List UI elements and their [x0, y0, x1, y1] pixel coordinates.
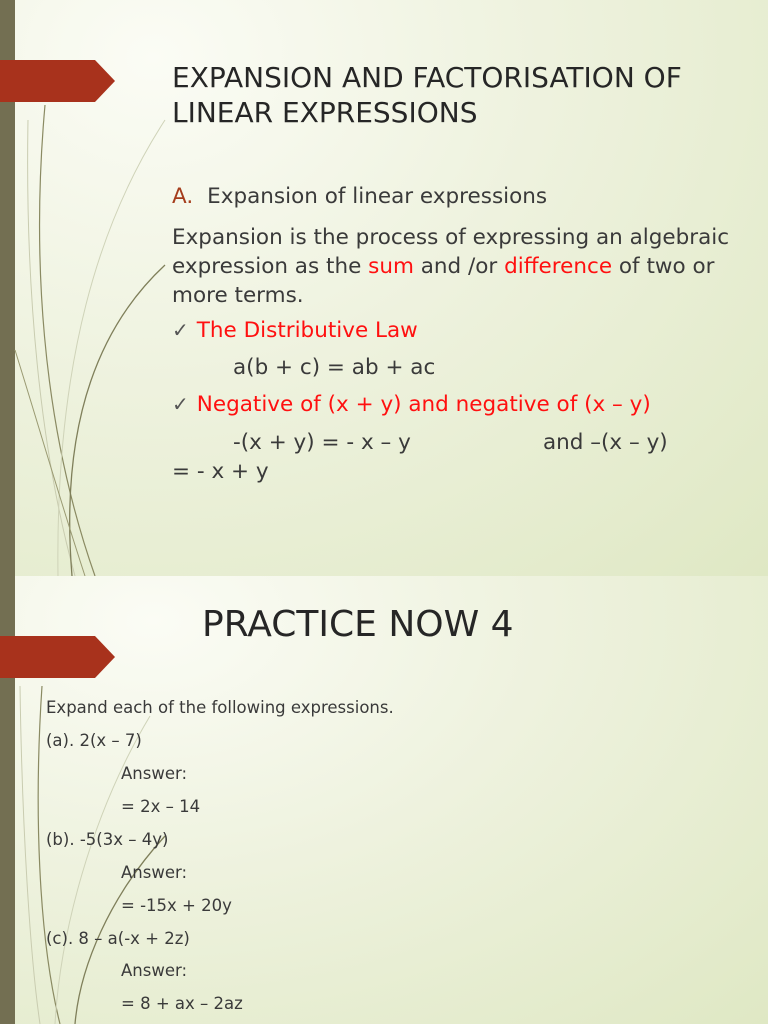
section-heading-text: Expansion of linear expressions [207, 184, 548, 209]
check-item-label: The Distributive Law [196, 318, 418, 343]
check-item-distributive [172, 318, 418, 343]
answer-b: = -15x + 20y [121, 896, 232, 915]
formula-distributive: a(b + c) = ab + ac [233, 355, 436, 380]
ribbon-arrow-icon [0, 60, 115, 102]
slide-title: EXPANSION AND FACTORISATION OF LINEAR EXPRESSIONS [172, 61, 682, 129]
section-heading [172, 184, 547, 209]
definition-text-3: of two or more terms. [172, 254, 715, 308]
question-c: (c). 8 – a(-x + 2z) [46, 929, 190, 948]
formula-negative-3: = - x + y [172, 459, 269, 484]
ribbon-arrow-icon [0, 636, 115, 678]
answer-b-label: Answer: [121, 863, 188, 882]
definition-text-1: Expansion is the process of expressing an algebraic expression as the [172, 225, 730, 279]
answer-a: = 2x – 14 [121, 797, 201, 816]
check-icon: ✓ [172, 318, 189, 342]
answer-c: = 8 + ax – 2az [121, 994, 243, 1013]
practice-intro: Expand each of the following expressions. [46, 698, 394, 717]
check-icon: ✓ [172, 392, 189, 416]
formula-negative-2: and –(x – y) [543, 430, 668, 455]
formula-negative-1: -(x + y) = - x – y [233, 430, 411, 455]
highlight-sum: sum [368, 254, 414, 279]
highlight-difference: difference [504, 254, 613, 279]
definition-paragraph [172, 223, 752, 310]
check-item-label: Negative of (x + y) and negative of (x – y) [196, 392, 651, 417]
definition-text-2: and /or [413, 254, 505, 279]
practice-title: PRACTICE NOW 4 [202, 604, 514, 645]
check-item-negative [172, 392, 651, 417]
question-a: (a). 2(x – 7) [46, 731, 142, 750]
question-b: (b). -5(3x – 4y) [46, 830, 169, 849]
answer-a-label: Answer: [121, 764, 188, 783]
answer-c-label: Answer: [121, 961, 188, 980]
section-letter: A. [172, 184, 194, 209]
